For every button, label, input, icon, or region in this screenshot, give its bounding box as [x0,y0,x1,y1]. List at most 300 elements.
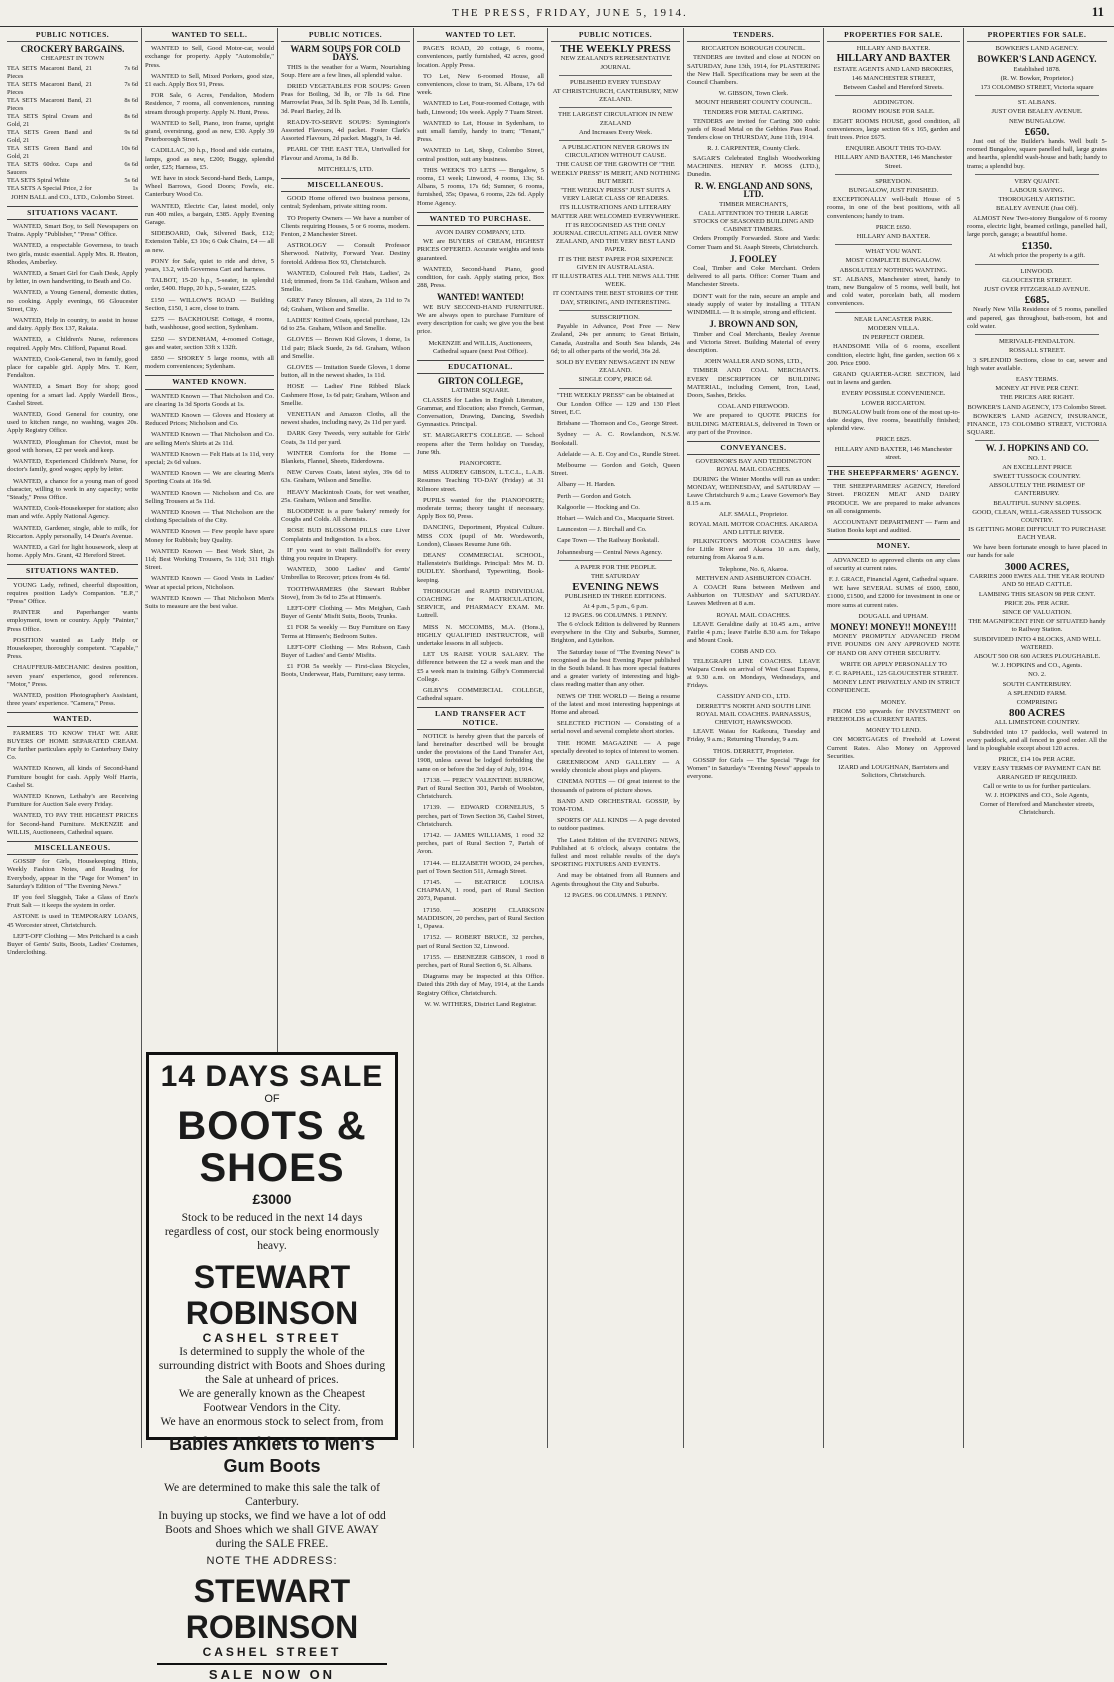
agency-name: BOWKER'S LAND AGENCY. [995,45,1079,53]
classified-ad: SAGAR'S Celebrated English Woodworking MACHINES. HENRY F. MOSS (LTD.), Dunedin. [687,154,820,179]
price-row: TEA SETS Spiral White 5s 6d [7,176,138,184]
column-7 [824,28,964,1448]
promo-paragraph: NEWS OF THE WORLD — Being a resume of the latest and most interesting happenings at Home and abroad. [551,692,680,717]
classified-ad: WANTED, Electric Car, latest model, only run 400 miles, a bargain, £385. Apply Evening Garage. [145,202,274,227]
promo-line: "THE WEEKLY PRESS" JUST SUITS A VERY LARGE CLASS OF READERS. [560,187,671,203]
classified-ad: £1 FOR 5s weekly — First-class Bicycles, Boots, Underwear, Hats, Furniture; easy terms. [281,663,410,679]
classified-ad: TO Property Owners — We have a number of Clients requiring Houses, 5 or 6 rooms, modern. Fenton, 2 Manchester Street. [281,214,410,239]
price-row: TEA SETS A Special Price, 2 for 1s [7,184,138,192]
classified-ad: TOOTHWARMERS (the Stewart Rubber Stove), from 3s 6d to 25s at Himsen's. [281,585,410,601]
listing-title: ABSOLUTELY NOTHING WANTING. [839,266,948,274]
listing-title: ALL LIMESTONE COUNTRY. [994,719,1080,727]
promo-line: IT CONTAINS THE BEST STORIES OF THE DAY, STRIKING, AND INTERESTING. [552,290,679,306]
column-header: TENDERS. [687,28,820,42]
signature-line: R. J. CARPENTER, County Clerk. [707,145,800,153]
classified-ad: WE BUY SECOND-HAND FURNITURE. We are always open to purchase Furniture of every description for cash; we give you the best price. [417,303,544,336]
classified-ad: WANTED, Ploughman for Cheviot, must be good with horses, £2 per week and keep. [7,438,138,454]
section-title: MONEY. [827,539,960,553]
classified-ad: MISS N. MCCOMBS, M.A. (Hons.), HIGHLY QUALIFIED INSTRUCTOR, will undertake lessons in all subjects. [417,623,544,647]
classified-ad: WANTED Known — Best Work Shirt, 2s 11d; Best Working Trousers, 5s 11d; 311 High Street. [145,547,274,572]
listing-title: WHAT YOU WANT. [865,248,922,256]
page-number: 11 [1091,4,1104,19]
agency-name: BOWKER'S LAND AGENCY. [977,54,1097,65]
divider [975,440,1099,441]
classified-ad: WANTED, Second-hand Piano, good condition, for cash. Apply stating price, Box 288, Press. [417,265,544,290]
masthead [0,0,1114,27]
property-listing: Subdivided into 17 paddocks, well watered in every paddock, and all fenced in good order. All the land is ploughable except about 120 acres. [967,728,1107,753]
subscription-heading: SUBSCRIPTION. [591,313,640,321]
listing-title: LABOUR SAVING. [1009,187,1065,195]
classified-ad: WANTED, 3000 Ladies' and Gents' Umbrellas to Recover; prices from 4s 6d. [281,566,410,582]
section-title: THE SHEEPFARMERS' AGENCY. [827,466,960,480]
classified-ad: WANTED, TO PAY THE HIGHEST PRICES for Second-hand Furniture. McKENZIE and WILLIS, Auctioneers, Cathedral square. [7,812,138,836]
signature-line: F. C. RAPHAEL, 125 GLOUCESTER STREET. [828,670,959,677]
classified-ad: WINTER Comforts for the Home — Blankets, Flannel, Sheets, Eiderdowns. [281,449,410,465]
classified-ad: WANTED Known — We are clearing Men's Sporting Coats at 16s 9d. [145,470,274,486]
promo-line: NEW ZEALAND'S REPRESENTATIVE JOURNAL [560,55,671,71]
classified-ad: £850 — SHOREY 5 large rooms, with all modern conveniences; Sydenham. [145,354,274,371]
classified-ad: GLOVES — Imitation Suede Gloves, 1 dome button, all in the newest shades, 1s 11d. [281,363,410,380]
listing-title: AN EXCELLENT PRICE [1002,463,1072,471]
coach-title: GOVERNOR'S BAY AND TEDDINGTON ROYAL MAIL COACHES. [695,458,812,474]
column-6 [684,28,824,1448]
classified-ad: ADVANCED to approved clients on any class of security at current rates. [827,556,960,572]
agency-name: HILLARY AND BAXTER. [856,45,931,53]
promo-line: THE LARGEST CIRCULATION IN NEW ZEALAND [558,111,673,127]
property-listing: BUNGALOW built from one of the most up-to-date designs, five rooms, beautifully finished; splendid view. [827,408,960,433]
tender-subtitle: TENDERS FOR METAL CARTING. [703,108,804,116]
classified-ad: THIS WEEK'S TO LETS — Bungalow, 5 rooms, £1 week; Linwood, 4 rooms, 13s; St. Albans, 5 rooms, 17s 6d; Sumner, 6 rooms, furnished, 35s; Opawa, 6 rooms, 22s 6d. Apply Home Agency. [417,166,544,207]
classified-ad: TENDERS are invited for Carting 300 cubic yards of Road Metal on the Gebbies Pass Road. Tenders close on THURSDAY, June 11th, 1914. [687,117,820,142]
crockery-firm: JOHN BALL and CO., LTD., Colombo Street. [11,193,134,201]
classified-ad: WANTED Known, Lethaby's are Receiving Furniture for Auction Sale every Friday. [7,793,138,809]
section-title: LAND TRANSFER ACT NOTICE. [417,707,544,729]
signature-line: W. GIBSON, Town Clerk. [718,90,789,98]
classified-ad: GLOVES — Brown Kid Gloves, 1 dome, 1s 11d pair; Black Suede, 2s 6d. Graham, Wilson and Smellie. [281,336,410,360]
classified-ad: WANTED to Let, Shop, Colombo Street, central position, suit any business. [417,147,544,163]
column-header: PROPERTIES FOR SALE. [967,28,1107,42]
listing-locality: LOWER RICCARTON. [861,399,926,407]
signature-line: W. W. WITHERS, District Land Registrar. [424,1000,537,1008]
classified-ad: WANTED Known, all kinds of Second-hand Furniture bought for cash. Apply Wolf Harris, Cashel St. [7,765,138,789]
listing-title: COMPRISING [1016,699,1058,707]
classified-ad: We are prepared to QUOTE PRICES for BUILDING MATERIALS, delivered in Town or any part of the Province. [687,412,820,436]
classified-ad: DON'T wait for the rain, secure an ample and steady supply of water by installing a TITAN WINDMILL — It is simple, strong and efficient. [687,292,820,317]
column-header: PUBLIC NOTICES. [281,28,410,42]
signature-line: CASSIDY AND CO., LTD. [716,693,791,701]
listing-locality: BEALEY AVENUE (Just Off). [996,205,1078,213]
listing-title: VERY QUAINT. [1014,177,1060,185]
listing-locality: ST. ALBANS. [1017,99,1057,107]
agent-line: Adelaide — A. E. Coy and Co., Rundle Street. [557,450,680,458]
agency-address: 146 MANCHESTER STREET, [851,74,936,82]
legal-item: 17139. — EDWARD CORNELIUS, 5 perches, part of Town Section 36, Cashel Street, Christchurch. [417,804,544,828]
classified-ad: £250 — SYDENHAM, 4-roomed Cottage, gas and water, section 33ft x 132ft. [145,335,274,351]
listing-locality: LINWOOD. [1020,267,1054,275]
promo-line: A PAPER FOR THE PEOPLE. [574,563,657,571]
listing-title: THE MAGNIFICENT FINE OF SITUATED handy to Railway Station. [968,618,1106,634]
signature-line: HILLARY AND BAXTER, 146 Manchester street. [834,445,953,461]
ad-body: We are generally known as the Cheapest Footwear Vendors in the City. [178,1388,366,1414]
property-listing: We have been fortunate enough to have placed in our hands for sale [967,543,1107,559]
agent-line: Albany — H. Harden. [557,481,616,489]
promo-line: IT IS THE BEST PAPER FOR SIXPENCE GIVEN IN AUSTRALASIA. [558,255,673,271]
classified-ad: CHAUFFEUR-MECHANIC desires position, seven years' experience, good references. "Motor," Press. [7,664,138,688]
property-listing: HANDSOME Villa of 6 rooms, excellent condition, electric light, fine garden, section 66 x 200. Price £900. [827,343,960,367]
legal-item: 17142. — JAMES WILLIAMS, 1 rood 32 perches, part of Rural Section 7, Parish of Avon. [417,832,544,856]
signature-line: F. J. GRACE, Financial Agent, Cathedral square. [828,575,959,583]
school-name: GIRTON COLLEGE, [437,376,524,387]
section-title: WANTED TO PURCHASE. [417,212,544,226]
classified-ad: PUPILS wanted for the PIANOFORTE; moderate terms; theory taught if necessary. Apply Box 60, Press. [417,496,544,521]
evening-news-title: EVENING NEWS [572,581,659,594]
divider [975,174,1099,175]
section-title: CONVEYANCES. [687,441,820,455]
listing-title: ABSOLUTELY THE PRIMEST OF CANTERBURY. [988,482,1086,498]
listing-price: PRICE £650. [875,223,912,231]
divider [559,560,672,561]
ad-advertiser: STEWART ROBINSON [185,1573,359,1645]
money-heading: MONEY TO LEND. [865,727,921,735]
classified-ad: ROSE BUD BLOSSOM PILLS cure Liver Complaints and Indigestion. 1s a box. [281,527,410,543]
agent-line: Hobart — Walch and Co., Macquarie Street. [557,514,675,522]
classified-ad: FROM £50 upwards for INVESTMENT on FREEHOLDS at CURRENT RATES. [827,707,960,724]
coach-title: COBB AND CO. [730,648,777,656]
masthead-title: THE PRESS, FRIDAY, JUNE 5, 1914. [452,7,688,19]
agency-established: Established 1878. [1013,65,1061,73]
listing-price: £1350. [1021,240,1053,253]
classified-ad: IF you feel Sluggish, Take a Glass of Eno's Fruit Salt — it keeps the system in order. [7,894,138,910]
classified-ad: DURING the Winter Months will run as under: MONDAY, WEDNESDAY, and SATURDAY — Leave Christchurch 9 a.m.; Leave Governor's Bay 8.15 a.m. [687,475,820,508]
promo-paragraph: BAND AND ORCHESTRAL GOSSIP, by TOM-TOM. [551,797,680,814]
ad-of: OF [264,1093,280,1105]
listing-title: JUST OVER FITZGERALD AVENUE. [984,286,1090,294]
promo-line: A PUBLICATION NEVER GROWS IN CIRCULATION WITHOUT CAUSE. [562,144,669,160]
legal-item: 17150. — JOSEPH CLARKSON MADDISON, 20 perches, part of Rural Section 1, Opawa. [417,906,544,931]
legal-item: 17144. — ELIZABETH WOOD, 24 perches, part of Town Section 511, Armagh Street. [417,859,544,875]
property-listing: GRAND QUARTER-ACRE SECTION, laid out in lawns and garden. [827,370,960,387]
promo-line: AT CHRISTCHURCH, CANTERBURY, NEW ZEALAND. [552,88,679,104]
coach-title: ROYAL MAIL COACHES. [716,611,791,619]
legal-notice: NOTICE is hereby given that the parcels of land hereinafter described will be brought under the provisions of the Land Transfer Act, 1908, unless caveat be lodged forbidding the same on or before the 3rd day of July, 1914. [417,732,544,773]
classified-ad: A COACH Runs between Methven and Ashburton on TUESDAY and SATURDAY. Leaves Methven at 8 a.m. [687,583,820,608]
listing-acreage: 800 ACRES [1009,707,1065,720]
school-address: LATIMER SQUARE. [451,387,510,395]
promo-line: "THE WEEKLY PRESS" can be obtained at [556,391,675,399]
agent-line: Kalgoorlie — Hocking and Co. [557,503,640,511]
promo-line: SOLD BY EVERY NEWSAGENT IN NEW ZEALAND. [556,358,675,375]
listing-title: GOOD, CLEAN, WELL-GRASSED TUSSOCK COUNTRY. [972,508,1102,524]
classified-ad: WANTED to Sell, Good Motor-car, would exchange for property. Apply "Automobile," Press. [145,45,274,69]
classified-ad: LEFT-OFF Clothing — Mrs Robson, Cash Buyer of Ladies' and Gents' Misfits. [281,643,410,659]
money-heading: MONEY! MONEY!! MONEY!!! [830,621,957,632]
listing-note: ENQUIRE ABOUT THIS TO-DAY. [845,145,942,153]
classified-ad: WANTED Known — Few people have spare Money for Rubbish; buy Quality. [145,528,274,544]
listing-title: SINCE OF VALUATION. [1002,608,1072,616]
listing-price: PRICE £825. [875,436,912,444]
price-row: TEA SETS Macaroni Band, 21 Pieces 7s 6d [7,80,138,96]
promo-line: At 4 p.m., 5 p.m., 6 p.m. [583,602,648,610]
promo-line: WRITE OR APPLY PERSONALLY TO [840,660,947,668]
listing-title: SUBDIVIDED INTO 4 BLOCKS, AND WELL WATERED. [973,635,1101,651]
classified-ad: £275 — BACKHOUSE Cottage, 4 rooms, bath, washhouse, good section, Sydenham. [145,316,274,332]
classified-ad: WE have SEVERAL SUMS of £600, £800, £1000, £1500, and £2000 for investment in one or more sums at current rates. [827,585,960,609]
agent-line: Cape Town — The Railway Bookstall. [557,537,660,545]
classified-ad: Orders Promptly Forwarded. Store and Yards: Corner Tuam and St. Asaph Streets, Christchurch. [687,235,820,251]
ad-body: We have an enormous stock to select from, from [160,1416,384,1428]
listing-number: NO. 1. [1028,454,1046,462]
column-header: PROPERTIES FOR SALE. [827,28,960,42]
divider [559,388,672,389]
listing-number: NO. 2. [1028,671,1046,679]
classified-ad: THOROUGH and RAPID INDIVIDUAL COACHING for MATRICULATION, SERVICE, and PHARMACY EXAM. Mr. Luttrell. [417,587,544,620]
signature-line: IZARD and LOUGHNAN, Barristers and Solicitors, Christchurch. [838,764,949,780]
ad-street: CASHEL STREET [202,1331,342,1345]
classified-ad: WANTED to Let, Four-roomed Cottage, with bath, Linwood; 10s week. Apply 7 Tuam Street. [417,100,544,116]
advertiser-name: AVON DAIRY COMPANY, LTD. [435,229,526,237]
classified-ad: WANTED Known — That Nicholson are the clothing Specialists of the City. [145,508,274,525]
classified-ad: WANTED Known — Gloves and Hosiery at Reduced Prices; Nicholson and Co. [145,411,274,428]
classified-ad: PEARL OF THE EAST TEA, Unrivalled for Flavour and Aroma, 1s 8d lb. [281,146,410,162]
subsection-title: PIANOFORTE. [459,459,502,467]
listing-price: £650. [1024,125,1050,138]
listing-note: At which price the property is a gift. [989,252,1085,260]
listing-title: BEAUTIFUL SUNNY SLOPES. [993,499,1081,507]
promo-paragraph: SPORTS OF ALL KINDS — A page devoted to outdoor pastimes. [551,817,680,833]
advertiser-name: J. FOOLEY [729,253,777,264]
promo-line: SINGLE COPY, PRICE 6d. [578,376,653,384]
coach-title: ROYAL MAIL MOTOR COACHES. AKAROA AND LITTLE RIVER. [689,520,818,536]
signature-line: HILLARY AND BAXTER. [856,233,931,241]
classified-ad: WANTED, a respectable Governess, to teach two girls, music essential. Apply Mrs. R. Heaton, Rhodes, Amberley. [7,242,138,266]
classified-ad: LEFT-OFF Clothing — Mrs Pritchard is a cash Buyer of Gents' Suits, Boots, Ladies' Costumes, Underclothing. [7,932,138,957]
section-title: SITUATIONS VACANT. [7,206,138,220]
classified-ad: ASTROLOGY — Consult Professor Sherwood. Nativity, Forward Year. Destiny foretold. Address Box 93, Christchurch. [281,242,410,266]
classified-ad: VENETIAN and Amazon Cloths, all the newest shades, including navy, 2s 11d per yard. [281,410,410,427]
signature-line: W. J. HOPKINS and CO., Sole Agents, [985,792,1089,800]
ad-amount: £3000 [252,1191,292,1207]
section-title: WANTED KNOWN. [145,375,274,389]
listing-note: Call or write to us for further particulars. [983,782,1091,790]
promo-line: 12 PAGES. 96 COLUMNS. 1 PENNY. [563,611,668,619]
promo-line: PUBLISHED EVERY TUESDAY [570,78,661,86]
promo-line: PUBLISHED IN THREE EDITIONS. [564,593,667,601]
divider [835,95,952,96]
promo-line: THE SATURDAY [590,572,641,580]
classified-ad: WANTED Known — Good Vests in Ladies' Wear at special prices, Nicholson. [145,575,274,591]
listing-price: PRICE 20s. PER ACRE. [1004,599,1070,607]
column-header: PUBLIC NOTICES. [7,28,138,42]
crockery-price-list [7,65,138,193]
classified-ad: WANTED, position Photographer's Assistant, three years' experience. "Camera," Press. [7,691,138,708]
legal-notice: Diagrams may be inspected at this Office. Dated this 29th day of May, 1914, at the Lands Registry Office, Christchurch. [417,973,544,997]
classified-ad: MISS AUDREY GIBSON, L.T.C.L., L.A.B. Resumes Teaching TO-DAY (Friday) at 31 Kilmore street. [417,469,544,493]
property-listing: 3 SPLENDID Sections, close to car, sewer and high water available. [967,356,1107,372]
property-listing: EIGHT ROOMS HOUSE, good condition, all conveniences, large section 66 x 165, garden and fruit trees. Price £675. [827,117,960,142]
classified-ad: WANTED Known — That Nicholson Men's Suits to measure are the best value. [145,594,274,610]
classified-ad: TENDERS are invited and close at NOON on SATURDAY, June 13th, 1914, for PLASTERING the New Hall. Specifications may be seen at the Council Chambers. [687,54,820,87]
classified-ad: WANTED, a Children's Nurse, references required. Apply Mrs. Clifford, Papanui Road. [7,336,138,352]
property-listing: Just out of the Builder's hands. Well built 5-roomed Bungalow, square panelled hall, large grates and hearths, splendid wash-house and bath; handy to trams; a splendid buy. [967,138,1107,170]
agency-subtitle: ESTATE AGENTS AND LAND BROKERS, [833,65,954,73]
listing-title: JUST OVER BEALEY AVENUE. [991,108,1083,116]
classified-ad: WANTED Known — That Nicholson and Co. are clearing 1s 3d Sports Goods at 1s. [145,392,274,408]
price-row: TEA SETS Green Band and Gold, 21 9s 6d [7,128,138,144]
classified-ad: THIS is the weather for a Warm, Nourishing Soup. Here are a few lines, all splendid value. [281,63,410,79]
classified-ad: ASTONE is used in TEMPORARY LOANS, 45 Worcester street, Christchurch. [7,913,138,929]
classified-ad: WANTED, a chance for a young man of good character, willing to work in any capacity; write "Steady," Press Office. [7,477,138,501]
listing-title: IN PERFECT ORDER. [862,334,925,342]
subscription-rates: Payable in Advance, Post Free — New Zealand, 24s per annum; to Great Britain, Canada, Australia and South Sea Islands, 24s 6d; to all other parts of the world, 36s 2d. [551,323,680,355]
classified-ad: WANTED to Sell, Piano, iron frame, upright grand, overstrung, good as new, £30. Apply 39 Peterborough Street. [145,119,274,144]
divider [975,95,1099,96]
column-4 [414,28,548,1448]
listing-title: ROOMY HOUSE FOR SALE. [852,108,935,116]
subsection-title: COAL AND FIREWOOD. [717,403,790,411]
promo-paragraph: GREENROOM AND GALLERY — A weekly chronicle about plays and players. [551,759,680,775]
promo-paragraph: The Latest Edition of the EVENING NEWS, Published at 6 o'clock, always contains the fullest and most reliable results of the day's SPORTING FIXTURES AND EVENTS. [551,836,680,869]
signature-line: HILLARY AND BAXTER, 146 Manchester Street. [834,154,953,170]
column-header: WANTED TO SELL. [145,28,274,42]
classified-ad: ACCOUNTANT DEPARTMENT — Farm and Station Books kept and audited. [827,518,960,535]
classified-ad: WANTED, Cook-General, two in family, good place for capable girl. Apply Mrs. T. Kerr, Fendalton. [7,355,138,380]
listing-title: BUNGALOW, JUST FINISHED. [848,187,939,195]
listing-title: ROSSALL STREET. [1008,347,1066,355]
ad-body: Stock to be reduced in the next 14 days regardless of cost, our stock being enormously heavy. [164,1212,380,1252]
listing-locality: SPREYDON. [875,177,912,185]
promo-paragraph: The Saturday issue of "The Evening News" is recognised as the best Evening Paper published in the South Island. It has more special features and a greater variety of interesting and high-class reading matter than any other. [551,648,680,689]
ad-range: Babies Anklets to Men's Gum Boots [169,1434,375,1476]
price-row: TEA SETS Macaroni Band, 21 Pieces 7s 6d [7,64,138,80]
listing-title: A SPLENDID FARM. [1007,689,1067,697]
classified-ad: PONY for Sale, quiet to ride and drive, 5 years, 13.2, with Governess Cart and harness. [145,257,274,274]
promo-paragraph: And may be obtained from all Runners and Agents throughout the City and Suburbs. [551,872,680,888]
classified-ad: £150 — WILLOW'S ROAD — Building Section, £150, 1 acre, close to tram. [145,296,274,312]
divider [835,312,952,313]
divider [559,140,672,141]
classified-ad: LET US RAISE YOUR SALARY. The difference between the £2 a week man and the £5 a week man is training. Gilby's Commercial College. [417,651,544,683]
classified-ad: DARK Grey Tweeds, very suitable for Girls' Coats, 3s 11d per yard. [281,430,410,446]
legal-item: 17145. — BEATRICE LOUISA CHAPMAN, 1 rood, part of Rural Section 2073, Papanui. [417,879,544,903]
divider [559,107,672,108]
classified-ad: WANTED, Coloured Felt Hats, Ladies', 2s 11d; trimmed, from 5s 11d. Graham, Wilson and Smellie. [281,269,410,294]
classified-ad: POSITION wanted as Lady Help or Housekeeper, thoroughly competent. "Capable," Press. [7,636,138,661]
classified-ad: FARMERS TO KNOW THAT WE ARE BUYERS OF HOME SEPARATED CREAM. For further particulars apply to Canterbury Dairy Co. [7,729,138,762]
classified-ad: PILKINGTON'S MOTOR COACHES leave for Little River and Akaroa 10 a.m. daily, returning from Akaroa 9 a.m. [687,537,820,562]
classified-ad: CLASSES for Ladies in English Literature, Grammar, and Elocution; also French, German, Conversation, Drawing, Dancing, Swedish Gymnastics. Principal. [417,396,544,429]
classified-ad: WANTED Known — Nicholson and Co. are Selling Trousers at 5s 11d. [145,489,274,505]
classified-ad: ON MORTGAGES of Freehold at Lowest Current Rates. Also Money on Approved Securities. [827,736,960,760]
section-title: SITUATIONS WANTED. [7,564,138,578]
classified-ad: DANCING, Deportment, Physical Culture. MISS COX (pupil of Mr. Wordsworth, London), Classes Resume June 6th. [417,524,544,548]
classified-ad: WANTED, a Smart Boy for shop; good opening for a smart lad. Apply Wardell Bros., Cashel Street. [7,383,138,407]
promo-line: 12 PAGES. 96 COLUMNS. 1 PENNY. [563,891,668,899]
listing-title: ABOUT 500 OR 600 ACRES PLOUGHABLE. [973,653,1101,660]
signature-line: THOS. DERRETT, Proprietor. [712,747,794,755]
classified-ad: LEAVE Geraldine daily at 10.45 a.m., arrive Fairlie 4 p.m.; leave Fairlie 8.30 a.m. for Tekapo and Mount Cook. [687,620,820,645]
classified-ad: WANTED to Sell, Mixed Porkers, good size, £1 each. Apply Box 91, Press. [145,72,274,89]
coach-title: METHVEN AND ASHBURTON COACH. [695,574,812,582]
classified-ad: PAINTER and Paperhanger wants employment, town or country. Apply "Painter," Press Office. [7,609,138,633]
column-header: WANTED TO LET. [417,28,544,42]
classified-ad: CADILLAC, 30 h.p., Hood and side curtains, lamps, good as new, £200; Buggy, splendid order, £25; Harness, £5. [145,147,274,171]
classified-ad: BOWKER'S LAND AGENCY, INSURANCE, FINANCE, 173 COLOMBO STREET, VICTORIA SQUARE. [967,412,1107,437]
agent-line: Johannesburg — Central News Agency. [557,548,663,556]
ad-body: In buying up stocks, we find we have a lot of odd Boots and Shoes which we shall GIVE AWAY during the SALE FREE. [158,1510,386,1550]
agency-address: Between Cashel and Hereford Streets. [843,84,944,92]
legal-item: 17152. — ROBERT BRUCE, 32 perches, part of Rural Section 32, Linwood. [417,934,544,950]
classified-ad: WANTED Known — Felt Hats at 1s 11d, very special; 2s 6d values. [145,450,275,466]
section-title: EDUCATIONAL. [417,360,544,374]
promo-paragraph: SELECTED FICTION — Consisting of a serial novel and several complete short stories. [551,720,680,736]
classified-ad: GOOD Home offered two business persons, central; Sydenham, private sitting room. [281,195,410,211]
listing-note: THE PRICES ARE RIGHT. [999,394,1075,402]
promo-paragraph: THE HOME MAGAZINE — A page specially devoted to topics of interest to women. [551,739,680,755]
agency-address: 173 COLOMBO STREET, Victoria square [980,84,1094,92]
promo-line: THE CAUSE OF THE GROWTH OF "THE WEEKLY PRESS" IS MERIT, AND NOTHING BUT MERIT. [551,161,680,185]
classified-ad: ST. MARGARET'S COLLEGE. — School reopens after the Term holiday on Tuesday, June 9th. [417,432,544,456]
classified-ad: MONEY LENT PRIVATELY AND IN STRICT CONFIDENCE. [827,679,960,695]
column-5 [548,28,684,1448]
classified-ad: WANTED, Cook-Housekeeper for station; also man and wife. Apply National Agency. [7,505,138,521]
agent-line: Brisbane — Thomson and Co., George Street. [557,420,679,428]
agent-line: Sydney — A. C. Rowlandson, N.S.W. Bookstall. [551,431,680,447]
property-listing: Nearly New Villa Residence of 5 rooms, panelled and papered, gas throughout, bath-room, hot and cold water. [967,306,1107,330]
ad-note-address: NOTE THE ADDRESS: [206,1555,338,1567]
section-title: MISCELLANEOUS. [7,841,138,855]
tender-title: MOUNT HERBERT COUNTY COUNCIL. [695,99,812,107]
agency-name: W. J. HOPKINS AND CO. [985,443,1089,454]
listing-title: SWEET TUSSOCK COUNTRY. [993,472,1081,480]
promo-line: IT ILLUSTRATES ALL THE NEWS ALL THE WEEK. [551,273,680,289]
agent-line: Our London Office — 129 and 130 Fleet Street, E.C. [551,400,680,416]
classified-ad: WANTED, a Young General, domestic duties, no cooking. Apply evenings, 66 Gloucester Street, City. [7,289,138,313]
classified-ad: GOSSIP for Girls — The Special "Page for Women" in Saturday's "Evening News" appeals to everyone. [687,756,820,781]
advertiser-name: McKENZIE and WILLIS, Auctioneers, Cathedral square (next Post Office). [428,339,533,355]
classified-ad: DRIED VEGETABLES FOR SOUPS: Green Peas for Boiling, 3d lb, or 7lb 1s 6d. Fine Marrowfat Peas, 3d lb. Split Peas, 3d lb. Lentils, 3d. Pearl Barley, 2d lb. [281,83,410,115]
listing-title: LAMBING THIS SEASON 98 PER CENT. [978,590,1096,598]
classified-ad: WE are BUYERS of CREAM, HIGHEST PRICES OFFERED. Accurate weights and tests guaranteed. [417,238,544,262]
agent-line: Launceston — J. Birchall and Co. [557,526,647,534]
ad-body: We are determined to make this sale the talk of Canterbury. [164,1482,380,1508]
classified-ad: BLOODPINE is a pure 'bakery' remedy for Coughs and Colds. All chemists. [281,507,410,524]
classified-ad: £1 FOR 5s weekly — Buy Furniture on Easy Terms at Himsen's; Bedroom Suites. [281,624,410,640]
signature-line: Telephone, No. 6, Akaroa. [718,565,789,573]
promo-line: IT IS RECOGNISED AS THE ONLY JOURNAL CIRCULATING ALL OVER NEW ZEALAND, AND THE VERY BEST LAND PAPER. [552,221,679,254]
divider [835,244,952,245]
coach-title: DERRETT'S NORTH AND SOUTH LINE ROYAL MAIL COACHES. PARNASSUS, CHEVIOT, HAWKSWOOD. [696,702,811,727]
weekly-press-title: THE WEEKLY PRESS [560,43,671,56]
classified-ad: GOSSIP for Girls, Housekeeping Hints, Weekly Fashion Notes, and Reading for Everybody, appear in the "Page for Women" in Saturday's Edition of "The Evening News." [7,858,138,890]
listing-title: GLOUCESTER STREET. [1002,276,1072,284]
listing-title: NEW BUNGALOW. [1008,117,1066,125]
classified-ad: TELEGRAPH LINE COACHES. LEAVE Waipara Creek on arrival of West Coast Express, at 9.30 a.m. on Mondays, Wednesdays, and Fridays. [687,657,820,690]
agent-line: Perth — Gordon and Gotch. [557,492,632,500]
ad-product: BOOTS & SHOES [177,1104,367,1190]
classified-ad: LEFT-OFF Clothing — Mrs Meighan, Cash Buyer of Gents' Misfit Suits, Boots, Trunks. [281,604,410,621]
wanted-heading: WANTED! WANTED! [436,292,525,303]
classified-ad: YOUNG Lady, refined, cheerful disposition, requires position Lady's Companion. "E.P.," "Press" Office. [7,581,138,605]
classified-ad: WANTED, Smart Boy, to Sell Newspapers on Trains. Apply "Publisher," "Press" Office. [7,223,138,239]
column-1 [4,28,142,1448]
classified-ad: THE SHEEPFARMERS' AGENCY, Hereford Street. FROZEN MEAT AND DAIRY PRODUCE. We are prepared to make advances on all consignments. [827,483,960,515]
classified-ad: WANTED, a Smart Girl for Cash Desk, Apply by letter, in own handwriting, to Beath and Co. [7,270,138,286]
crockery-title: CROCKERY BARGAINS. [20,44,125,55]
listing-locality: NEAR LANCASTER PARK. [854,315,933,323]
divider [835,174,952,175]
classified-ad: TIMBER AND COAL MERCHANTS. EVERY DESCRIPTION OF BUILDING MATERIAL, including Cement, Iron, Lead, Doors, Sashes, Bricks. [687,367,820,399]
signature-line: DOUGALL and UPHAM. [858,612,929,620]
